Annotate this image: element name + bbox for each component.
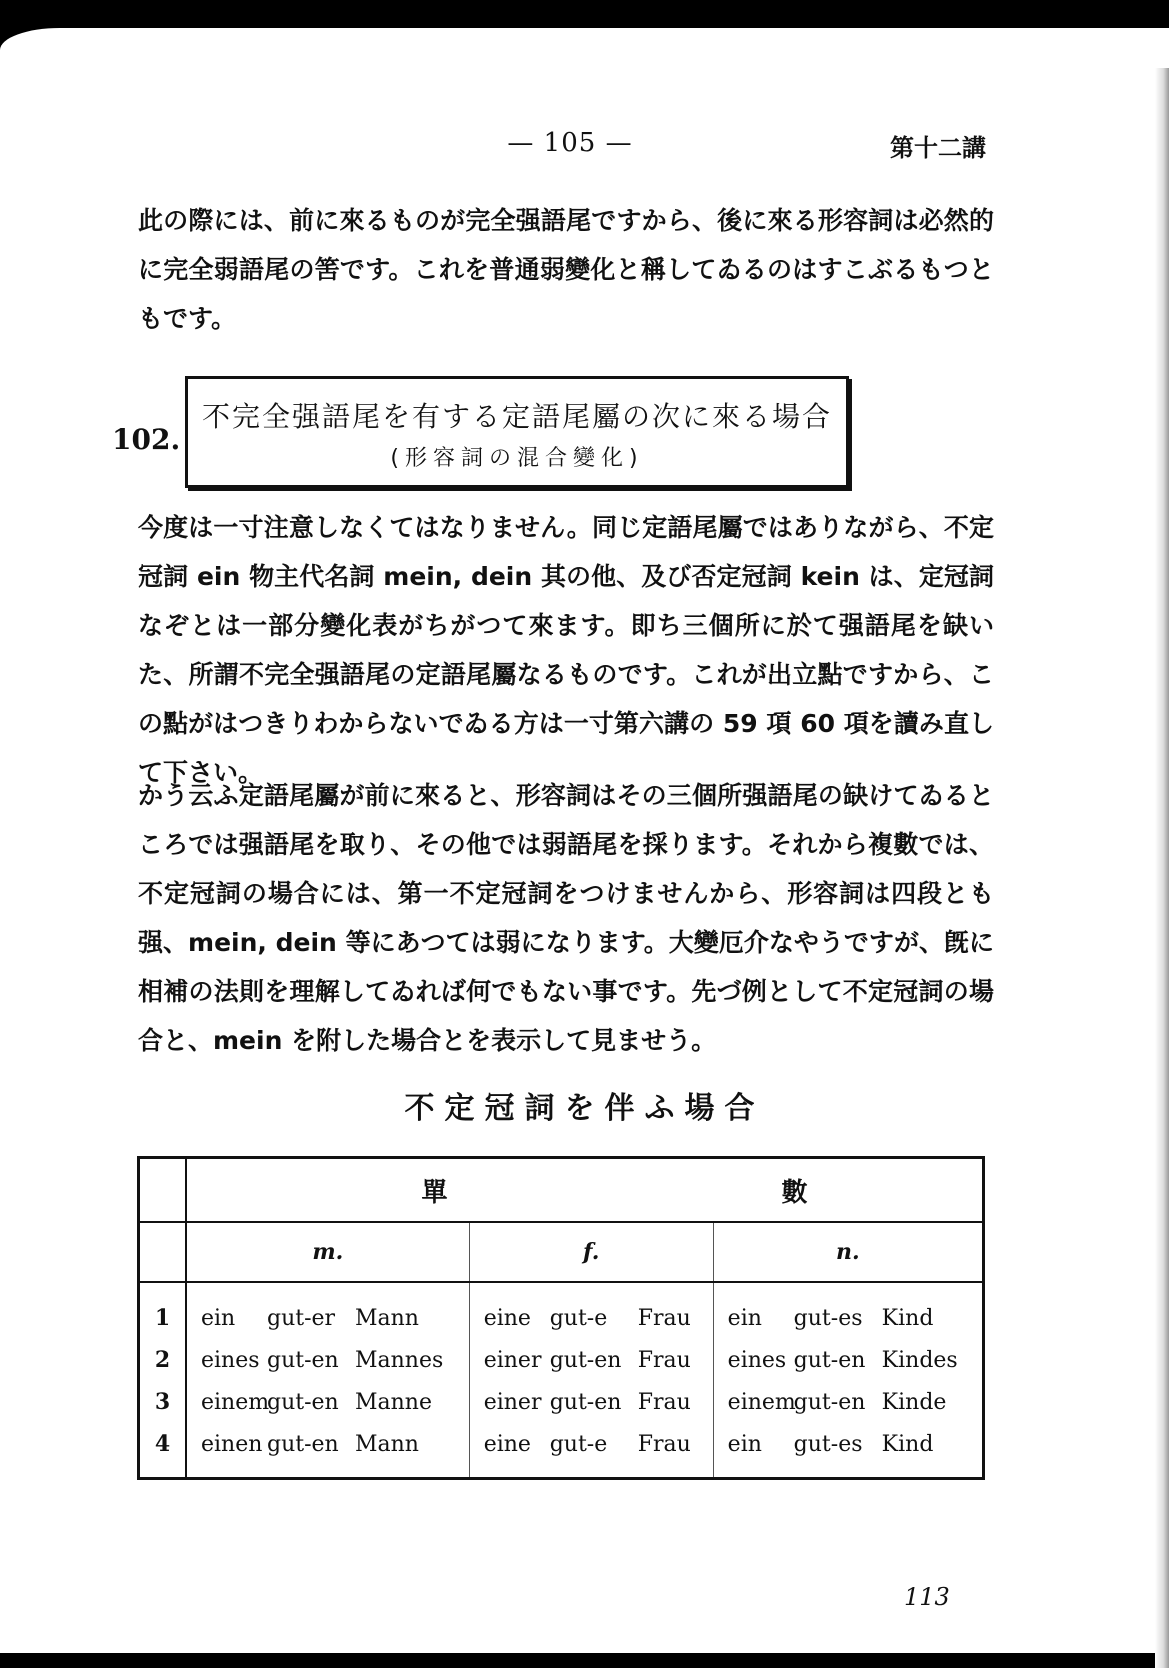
- neut-cell: [713, 1282, 983, 1339]
- table-row: [139, 1339, 984, 1381]
- article: ein: [201, 1305, 236, 1331]
- masc-cell: [186, 1282, 469, 1339]
- noun: Frau: [637, 1431, 691, 1457]
- declension-table: [137, 1156, 985, 1480]
- article: einem: [201, 1389, 270, 1415]
- section-subtitle: (形容詞の混合變化): [390, 446, 644, 471]
- gender-neuter: n.: [713, 1222, 983, 1282]
- book-page: [0, 28, 1169, 1653]
- table-row: [139, 1381, 984, 1423]
- masc-cell: [186, 1423, 469, 1479]
- article: eines: [201, 1347, 260, 1373]
- table-header-row: [139, 1158, 984, 1223]
- paragraph-3: かう云ふ定語尾屬が前に來ると、形容詞はその三個所强語尾の缺けてゐるところでは强語尾を取り、その他では弱語尾を採ります。それから複數では、不定冠詞の場合には、第一不定冠詞をつけませんから、形容詞は四段とも强、mein, dein 等にあつては弱になります。大變厄介なやうですが、旣に相補の法則を理解してゐれば何でもない事です。先づ例として不定冠詞の場合と、mein を附した場合とを表示して見ませう。: [138, 781, 994, 1055]
- adjective: gut-en: [267, 1431, 339, 1457]
- adjective: gut-en: [267, 1347, 339, 1373]
- folio-number: 113: [904, 1583, 950, 1611]
- page-number: — 105 —: [507, 128, 633, 158]
- header-left: 單: [421, 1177, 448, 1208]
- adjective: gut-e: [549, 1305, 608, 1331]
- adjective: gut-es: [793, 1305, 863, 1331]
- masc-cell: [186, 1339, 469, 1381]
- case-number: 4: [139, 1423, 187, 1479]
- paragraph-1: 此の際には、前に來るものが完全强語尾ですから、後に來る形容詞は必然的に完全弱語尾の筈です。これを普通弱變化と稱してゐるのはすこぶるもつともです。: [138, 206, 994, 333]
- adjective: gut-en: [267, 1389, 339, 1415]
- article: einem: [727, 1389, 796, 1415]
- article: einen: [201, 1431, 263, 1457]
- chapter-label: 第十二講: [890, 134, 986, 162]
- noun: Frau: [637, 1347, 691, 1373]
- noun: Mannes: [355, 1347, 444, 1373]
- paragraph-2: 今度は一寸注意しなくてはなりません。同じ定語尾屬ではありながら、不定冠詞 ein 物主代名詞 mein, dein 其の他、及び否定冠詞 kein は、定冠詞なぞとは一部分變化表がちがつて來ます。即ち三個所に於て强語尾を缺いた、所謂不完全强語尾の定語尾屬なるものです。これが出立點ですから、この點がはつきりわからないでゐる方は一寸第六講の 59 項 60 項を讀み直して下さい。: [138, 513, 994, 787]
- adjective: gut-e: [549, 1431, 608, 1457]
- table-row: [139, 1282, 984, 1339]
- article: einer: [483, 1389, 542, 1415]
- gender-masculine: m.: [186, 1222, 469, 1282]
- article: eine: [483, 1431, 531, 1457]
- case-number: 3: [139, 1381, 187, 1423]
- section-number: 102.: [112, 423, 181, 456]
- noun: Manne: [355, 1389, 432, 1415]
- noun: Kind: [881, 1431, 934, 1457]
- noun: Mann: [355, 1305, 419, 1331]
- fem-cell: [469, 1282, 713, 1339]
- article: ein: [727, 1305, 762, 1331]
- case-number: 1: [139, 1282, 187, 1339]
- fem-cell: [469, 1381, 713, 1423]
- table-row: [139, 1423, 984, 1479]
- noun: Kinde: [881, 1389, 947, 1415]
- header-right: 數: [781, 1177, 808, 1208]
- adjective: gut-en: [793, 1347, 866, 1373]
- adjective: gut-en: [549, 1347, 622, 1373]
- section-title: 不完全强語尾を有する定語尾屬の次に來る場合: [201, 400, 832, 433]
- article: ein: [727, 1431, 762, 1457]
- gender-feminine: f.: [469, 1222, 713, 1282]
- case-number: 2: [139, 1339, 187, 1381]
- noun: Kind: [881, 1305, 934, 1331]
- noun: Frau: [637, 1305, 691, 1331]
- noun: Frau: [637, 1389, 691, 1415]
- adjective: gut-es: [793, 1431, 863, 1457]
- singular-header: [186, 1158, 984, 1223]
- article: eines: [727, 1347, 787, 1373]
- adjective: gut-er: [267, 1305, 336, 1331]
- table-title: 不定冠詞を伴ふ場合: [404, 1091, 765, 1126]
- noun: Kindes: [881, 1347, 958, 1373]
- section-heading-box: [185, 376, 849, 488]
- masc-cell: [186, 1381, 469, 1423]
- neut-cell: [713, 1339, 983, 1381]
- neut-cell: [713, 1423, 983, 1479]
- gender-row: [139, 1222, 984, 1282]
- noun: Mann: [355, 1431, 419, 1457]
- adjective: gut-en: [793, 1389, 866, 1415]
- neut-cell: [713, 1381, 983, 1423]
- article: eine: [483, 1305, 531, 1331]
- article: einer: [483, 1347, 542, 1373]
- adjective: gut-en: [549, 1389, 622, 1415]
- page-edge-shadow: [1155, 68, 1169, 1668]
- fem-cell: [469, 1339, 713, 1381]
- fem-cell: [469, 1423, 713, 1479]
